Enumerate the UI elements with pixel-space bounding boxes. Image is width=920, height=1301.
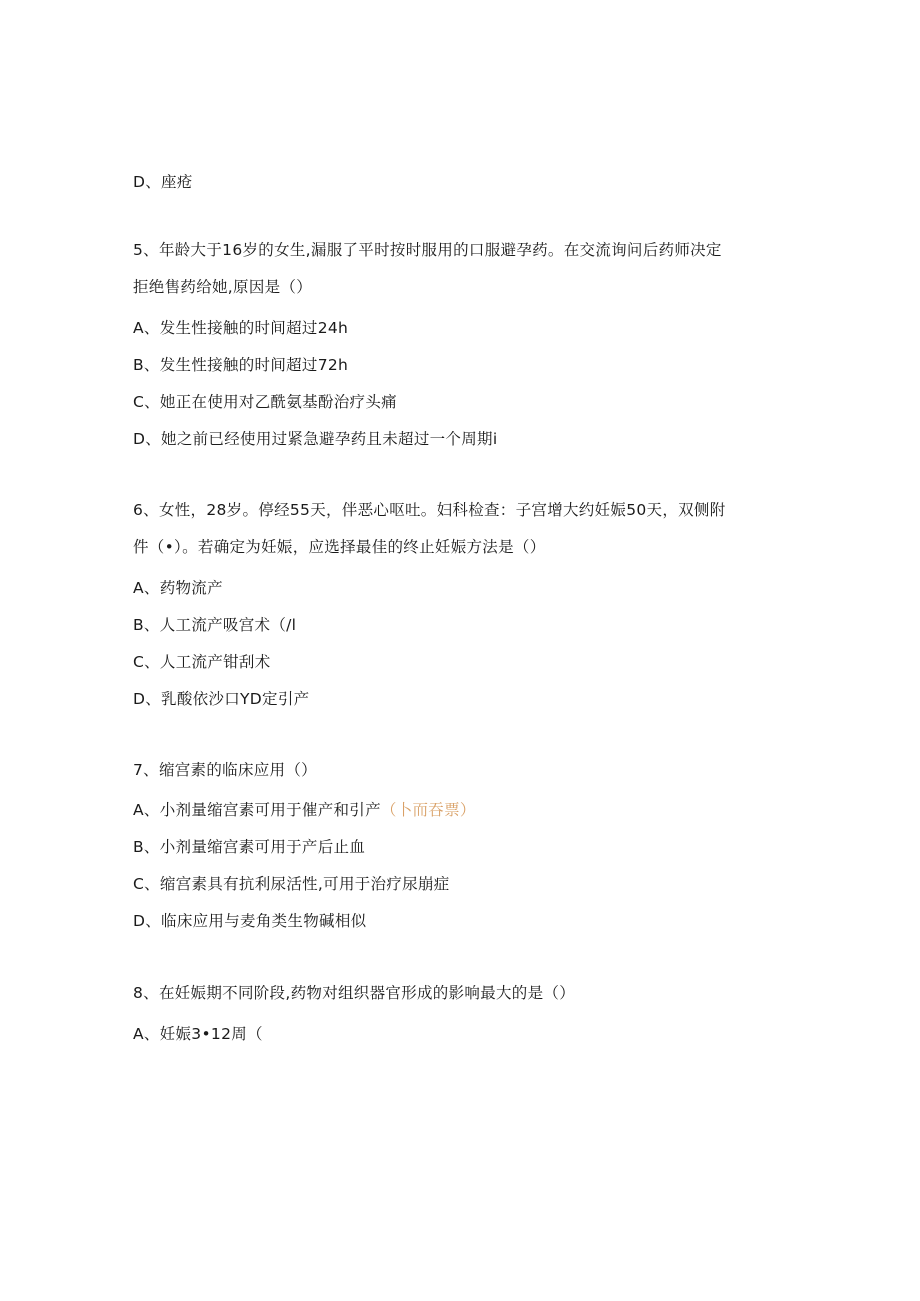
q8-option-a: A、妊娠3•12周（	[133, 1025, 263, 1043]
q6-option-b: B、人工流产吸宫术（/l	[133, 616, 297, 634]
q7-stem: 7、缩宫素的临床应用（）	[133, 761, 317, 779]
q5-option-a: A、发生性接触的时间超过24h	[133, 319, 349, 337]
q5-stem-line2: 拒绝售药给她,原因是（）	[133, 278, 313, 296]
q6-stem-line2: 件（•）。若确定为妊娠，应选择最佳的终止妊娠方法是（）	[133, 538, 546, 556]
q7-option-a-mark: （卜而吞票）	[380, 801, 476, 819]
q5-option-c: C、她正在使用对乙酰氨基酚治疗头痛	[133, 393, 397, 411]
q7-option-c: C、缩宫素具有抗利尿活性,可用于治疗尿崩症	[133, 875, 450, 893]
q8-stem: 8、在妊娠期不同阶段,药物对组织器官形成的影响最大的是（）	[133, 984, 575, 1002]
q5-option-d: D、她之前已经使用过紧急避孕药且未超过一个周期i	[133, 430, 498, 448]
q7-option-d: D、临床应用与麦角类生物碱相似	[133, 912, 367, 930]
q6-option-a: A、药物流产	[133, 579, 223, 597]
q5-stem-line1: 5、年龄大于16岁的女生,漏服了平时按时服用的口服避孕药。在交流询问后药师决定	[133, 241, 722, 259]
q7-option-a-text: A、小剂量缩宫素可用于催产和引产	[133, 801, 381, 819]
prev-option-d: D、座疮	[133, 173, 193, 191]
q6-stem-line1: 6、女性，28岁。停经55天，伴恶心呕吐。妇科检查：子宫增大约妊娠50天，双侧附	[133, 501, 726, 519]
q6-option-d: D、乳酸依沙口YD定引产	[133, 690, 310, 708]
q7-option-a	[133, 800, 476, 820]
q5-option-b: B、发生性接触的时间超过72h	[133, 356, 349, 374]
q7-option-b: B、小剂量缩宫素可用于产后止血	[133, 838, 366, 856]
q6-option-c: C、人工流产钳刮术	[133, 653, 271, 671]
